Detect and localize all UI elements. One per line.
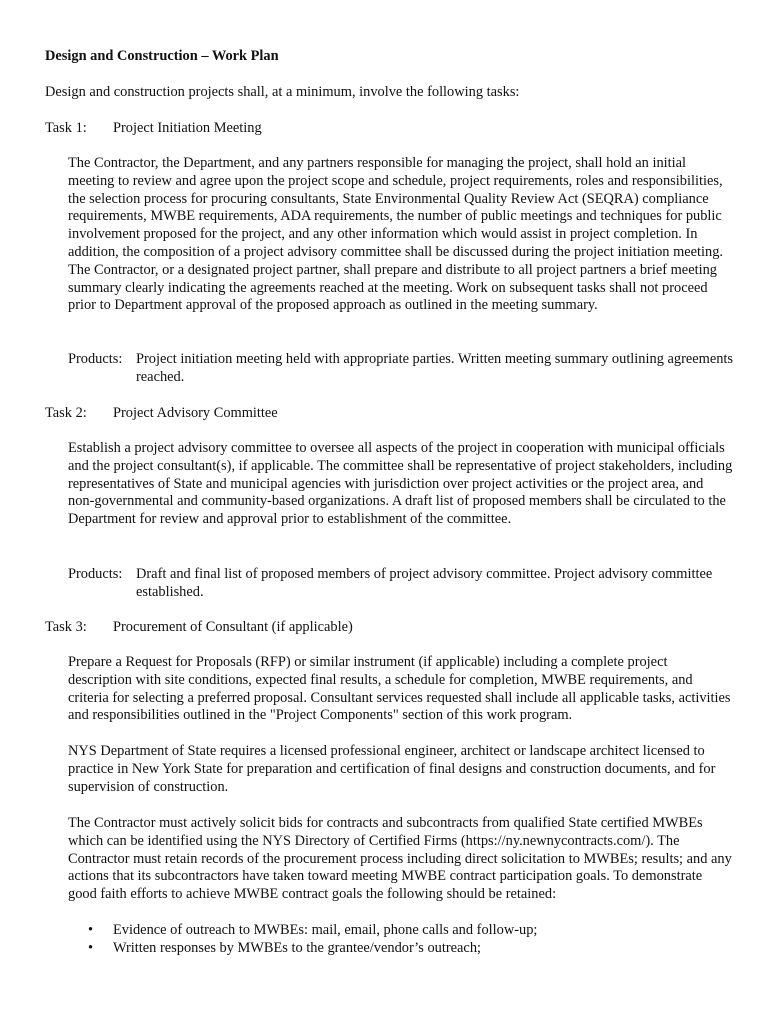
task-2-heading [45,405,278,422]
retention-bullet-list [86,921,537,957]
task-number: Task 3: [45,619,87,635]
task-number: Task 2: [45,405,87,421]
task-title: Procurement of Consultant (if applicable) [113,619,353,635]
products-text: Draft and final list of proposed members of project advisory committee. Project advisory committee established. [136,566,713,600]
task-2-body: Establish a project advisory committee to oversee all aspects of the project in cooperation with municipal officials and the project consultant(s), if applicable. The committee shall be representative of project stakeholders, including representatives of State and municipal agencies with jurisdiction over project activities or the project area, and non-governmental and community-based organizations. A draft list of proposed members shall be circulated to the Department for review and approval prior to establishment of the committee. [68,440,733,528]
products-text: Project initiation meeting held with appropriate parties. Written meeting summary outlining agreements reached. [136,351,734,385]
list-item-text: Evidence of outreach to MWBEs: mail, email, phone calls and follow-up; [113,922,538,938]
task-3-paragraph-3: The Contractor must actively solicit bids for contracts and subcontracts from qualified State certified MWBEs which can be identified using the NYS Directory of Certified Firms (https://ny.newnycontracts.com/). The Contractor must retain records of the procurement process including direct solicitation to MWBEs; results; and any actions that its subcontractors have taken toward meeting MWBE contract participation goals. To demonstrate good faith efforts to achieve MWBE contract goals the following should be retained: [68,815,732,903]
task-2-products [68,566,733,602]
task-1-heading [45,120,262,137]
products-label: Products: [68,351,123,367]
bullet-icon: • [88,940,94,956]
products-label: Products: [68,566,123,582]
task-number: Task 1: [45,120,87,136]
task-1-products [68,351,733,387]
task-title: Project Initiation Meeting [113,120,262,136]
intro-text: Design and construction projects shall, at a minimum, involve the following tasks: [45,84,520,100]
task-3-paragraph-2: NYS Department of State requires a licensed professional engineer, architect or landscape architect licensed to practice in New York State for preparation and certification of final designs and construction documents, and for supervision of construction. [68,743,716,795]
bullet-icon: • [88,922,94,938]
task-3-paragraph-1: Prepare a Request for Proposals (RFP) or similar instrument (if applicable) including a complete project description with site conditions, expected final results, a schedule for completion, MWBE requirements, and criteria for selecting a preferred proposal. Consultant services requested shall include all applicable tasks, activities and responsibilities outlined in the "Project Components" section of this work program. [68,654,731,724]
list-item-text: Written responses by MWBEs to the grantee/vendor’s outreach; [113,940,482,956]
task-1-body: The Contractor, the Department, and any partners responsible for managing the project, shall hold an initial meeting to review and agree upon the project scope and schedule, project requirements, roles and responsibilities, the selection process for procuring consultants, State Environmental Quality Review Act (SEQRA) compliance requirements, MWBE requirements, ADA requirements, the number of public meetings and techniques for public involvement proposed for the project, and any other information which would assist in project completion. In addition, the composition of a project advisory committee shall be discussed during the project initiation meeting. The Contractor, or a designated project partner, shall prepare and distribute to all project partners a brief meeting summary clearly indicating the agreements reached at the meeting. Work on subsequent tasks shall not proceed prior to Department approval of the proposed approach as outlined in the meeting summary. [68,155,724,314]
task-3-heading [45,619,353,636]
list-item [86,921,537,939]
document-title: Design and Construction – Work Plan [45,48,279,64]
task-title: Project Advisory Committee [113,405,278,421]
list-item [86,939,537,957]
